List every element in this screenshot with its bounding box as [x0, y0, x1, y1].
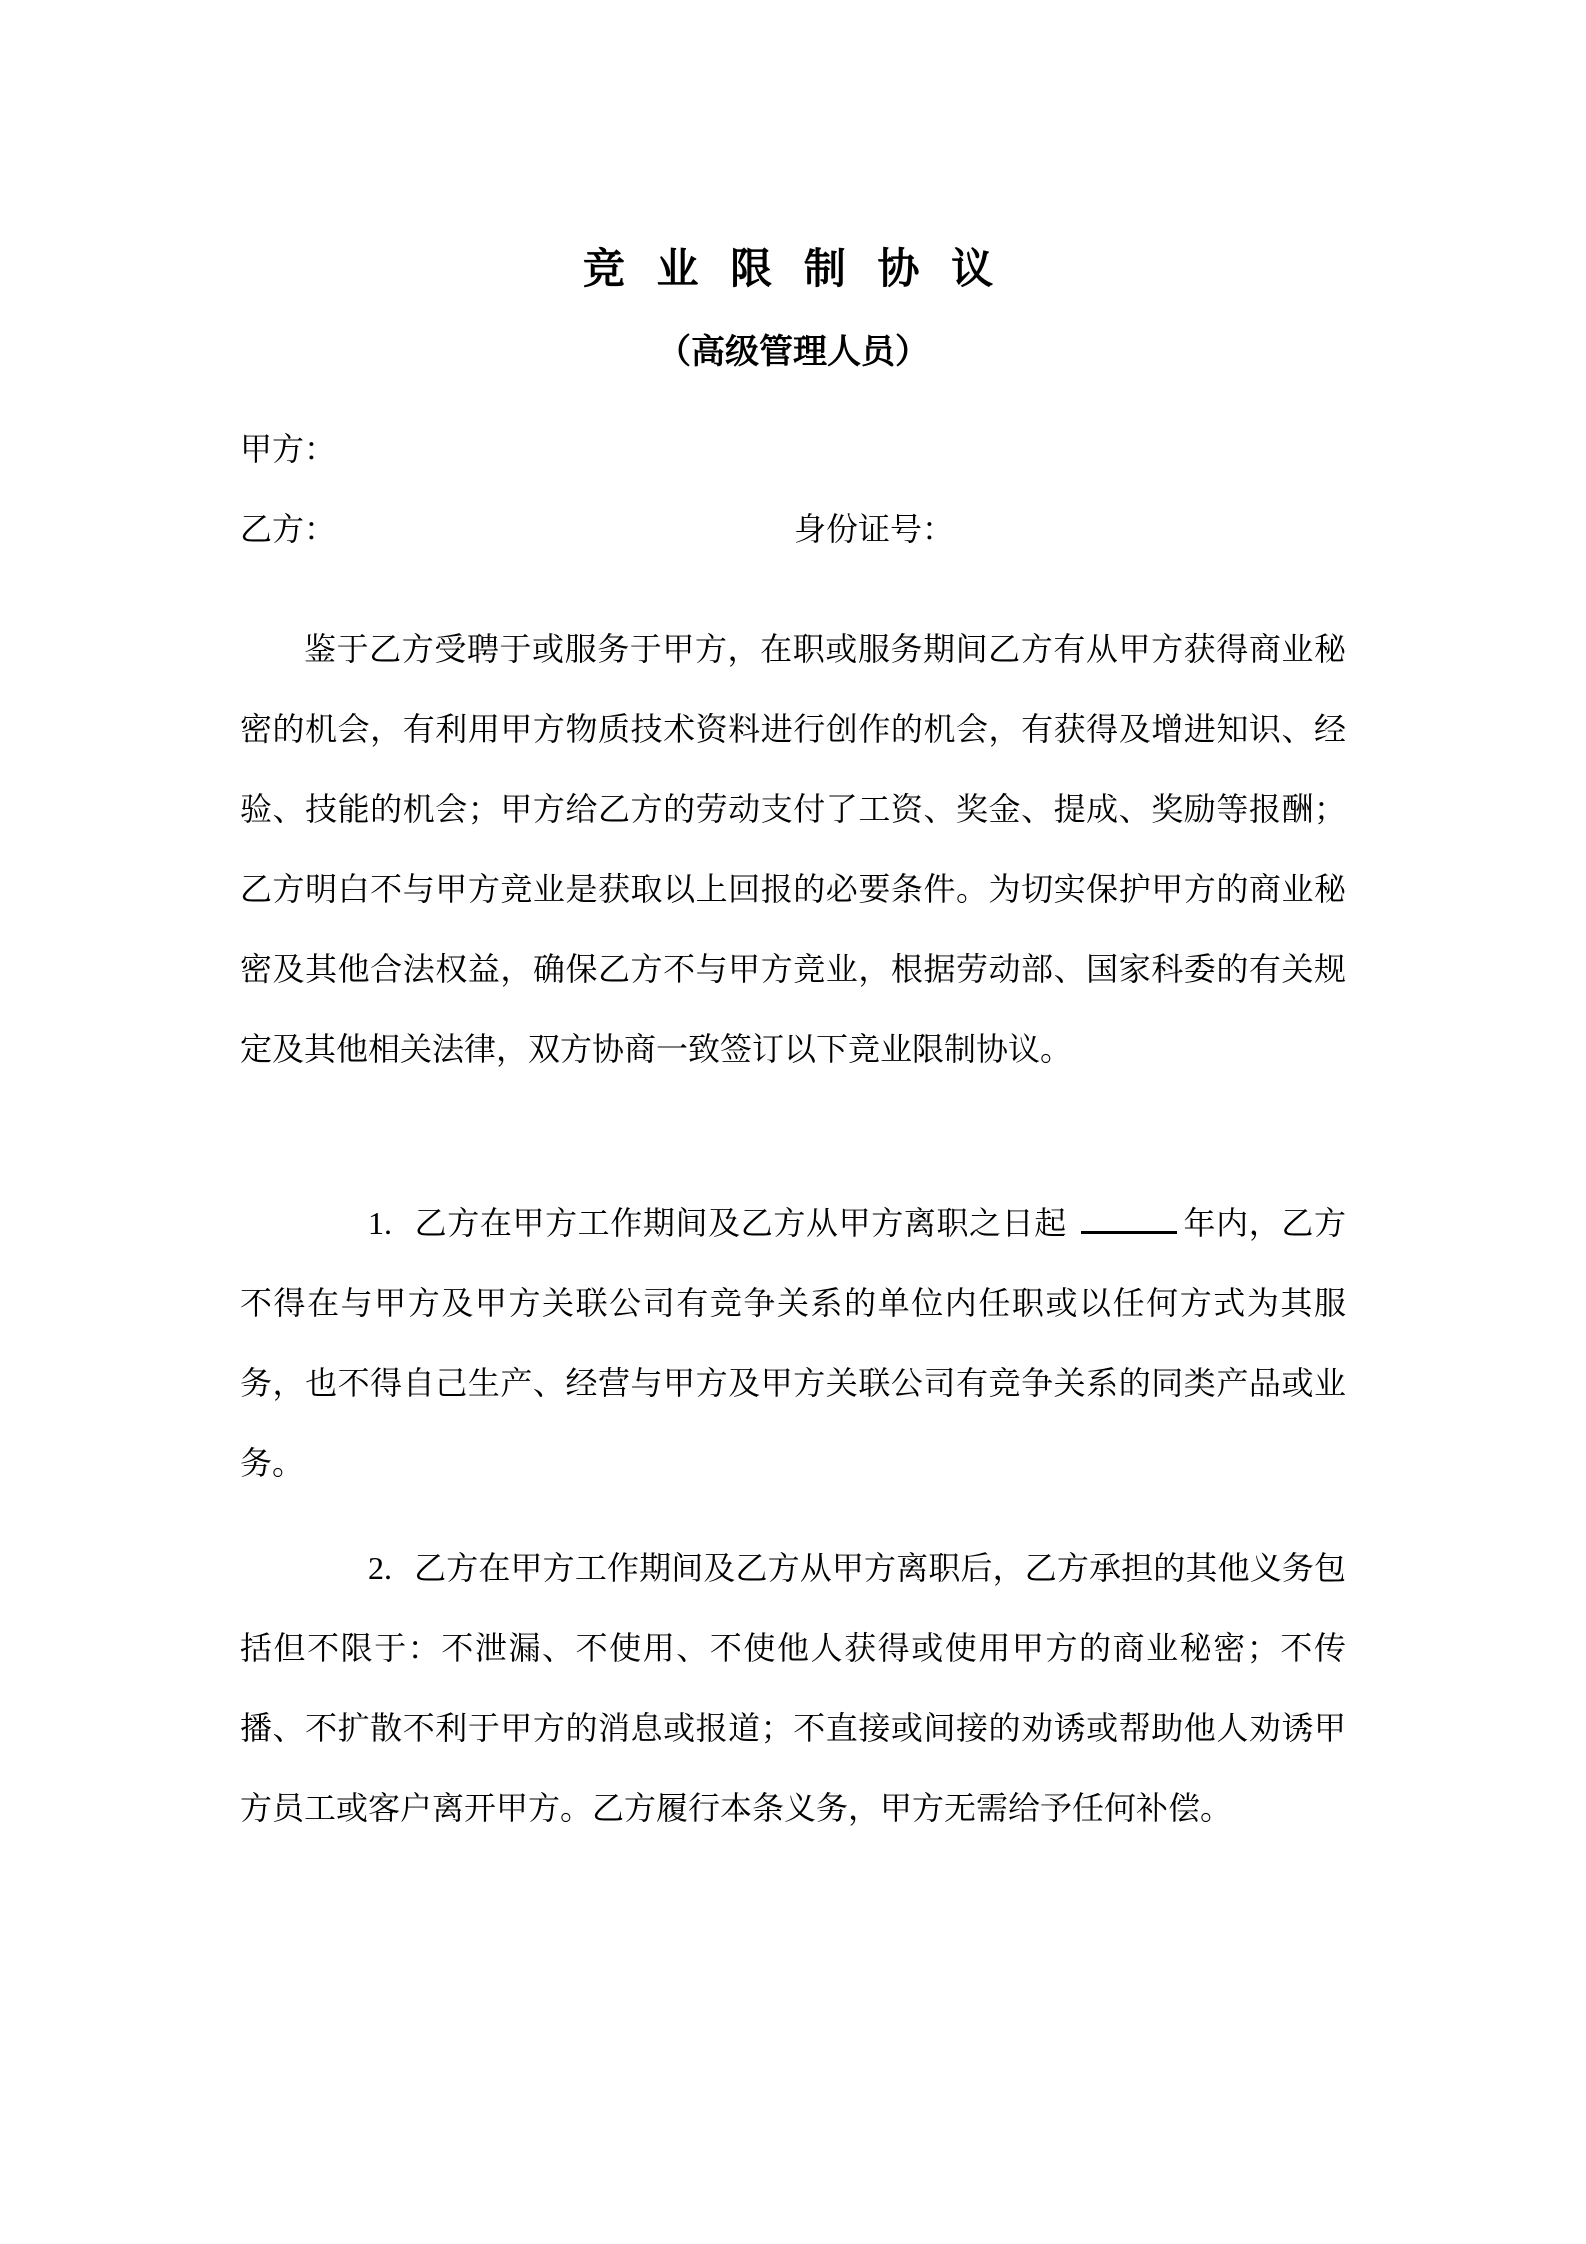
clause-1: [240, 1183, 1346, 1503]
party-b-line: [240, 489, 1346, 569]
party-b-label: 乙方：: [240, 511, 337, 547]
preamble-paragraph: 鉴于乙方受聘于或服务于甲方，在职或服务期间乙方有从甲方获得商业秘密的机会，有利用甲方物质技术资料进行创作的机会，有获得及增进知识、经验、技能的机会；甲方给乙方的劳动支付了工资、奖金、提成、奖励等报酬；乙方明白不与甲方竞业是获取以上回报的必要条件。为切实保护甲方的商业秘密及其他合法权益，确保乙方不与甲方竞业，根据劳动部、国家科委的有关规定及其他相关法律，双方协商一致签订以下竞业限制协议。: [240, 631, 1346, 1067]
parties-section: [240, 409, 1346, 569]
clause-2: [240, 1528, 1346, 1848]
clause-2-text: 乙方在甲方工作期间及乙方从甲方离职后，乙方承担的其他义务包括但不限于：不泄漏、不使用、不使他人获得或使用甲方的商业秘密；不传播、不扩散不利于甲方的消息或报道；不直接或间接的劝诱或帮助他人劝诱甲方员工或客户离开甲方。乙方履行本条义务，甲方无需给予任何补偿。: [240, 1550, 1346, 1826]
document-title: 竞 业 限 制 协 议: [582, 245, 1004, 292]
document-subtitle: （高级管理人员）: [657, 333, 929, 371]
clause-1-number: 1.: [368, 1205, 392, 1241]
clause-2-number: 2.: [368, 1550, 392, 1586]
clause-1-text-after-blank: 年内，乙方不得在与甲方及甲方关联公司有竞争关系的单位内任职或以任何方式为其服务，也不得自己生产、经营与甲方及甲方关联公司有竞争关系的同类产品或业务。: [240, 1205, 1346, 1481]
party-a-label: 甲方：: [240, 431, 337, 467]
id-number-label: 身份证号：: [794, 511, 955, 547]
clause-1-fill-in-blank: [1081, 1202, 1177, 1234]
party-a-line: [240, 409, 1346, 489]
clause-1-text-before-blank: 乙方在甲方工作期间及乙方从甲方离职之日起: [414, 1205, 1067, 1241]
